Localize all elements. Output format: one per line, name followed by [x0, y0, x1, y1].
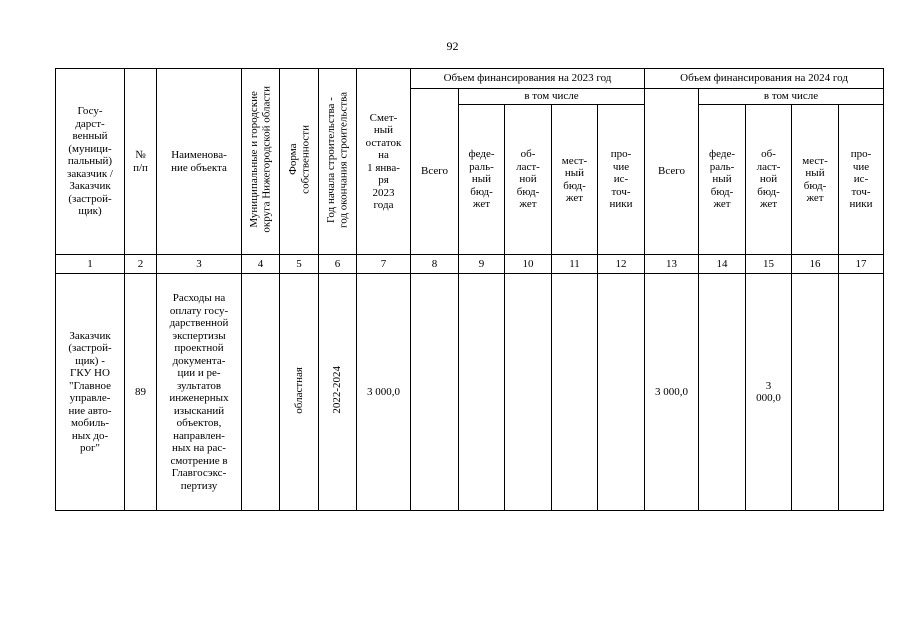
- row-total-2024: 3 000,0: [645, 274, 699, 511]
- financing-table: [55, 68, 884, 511]
- column-number: 8: [411, 255, 459, 274]
- header-regional-2023: об- ласт- ной бюд- жет: [505, 105, 552, 255]
- row-regional-2023: [505, 274, 552, 511]
- column-number: 4: [242, 255, 280, 274]
- row-other-2024: [839, 274, 884, 511]
- column-number: 7: [357, 255, 411, 274]
- row-number: 89: [125, 274, 157, 511]
- column-number: 9: [459, 255, 505, 274]
- row-local-2023: [552, 274, 598, 511]
- page-number: 92: [446, 39, 459, 53]
- header-total-2024: Всего: [645, 89, 699, 255]
- row-remaining: 3 000,0: [357, 274, 411, 511]
- header-local-2023: мест- ный бюд- жет: [552, 105, 598, 255]
- column-number: 10: [505, 255, 552, 274]
- header-row-1: [56, 69, 884, 89]
- header-including-2023: в том числе: [459, 89, 645, 105]
- header-other-2024: про- чие ис- точ- ники: [839, 105, 884, 255]
- column-number: 6: [319, 255, 357, 274]
- column-number: 14: [699, 255, 746, 274]
- header-including-2024: в том числе: [699, 89, 884, 105]
- row-ownership-cell: [280, 274, 319, 511]
- header-years-cell: [319, 69, 357, 255]
- row-local-2024: [792, 274, 839, 511]
- header-fin-2023: Объем финансирования на 2023 год: [411, 69, 645, 89]
- header-federal-2023: феде- раль- ный бюд- жет: [459, 105, 505, 255]
- row-ownership: областная: [292, 366, 305, 414]
- header-regional-2024: об- ласт- ной бюд- жет: [746, 105, 792, 255]
- column-number: 15: [746, 255, 792, 274]
- header-municipality: Муниципальные и городские округа Нижегородской области: [248, 86, 273, 234]
- row-years-cell: [319, 274, 357, 511]
- column-number: 1: [56, 255, 125, 274]
- header-fin-2024: Объем финансирования на 2024 год: [645, 69, 884, 89]
- header-local-2024: мест- ный бюд- жет: [792, 105, 839, 255]
- column-number: 16: [792, 255, 839, 274]
- column-number: 5: [280, 255, 319, 274]
- row-other-2023: [598, 274, 645, 511]
- header-years: Год начала строительства - год окончания строительства: [325, 91, 350, 228]
- column-number: 13: [645, 255, 699, 274]
- table-row: [56, 274, 884, 511]
- header-remaining: Смет- ный остаток на 1 янва- ря 2023 года: [357, 69, 411, 255]
- row-federal-2024: [699, 274, 746, 511]
- header-number: № п/п: [125, 69, 157, 255]
- header-municipality-cell: [242, 69, 280, 255]
- column-number: 12: [598, 255, 645, 274]
- header-other-2023: про- чие ис- точ- ники: [598, 105, 645, 255]
- column-number: 3: [157, 255, 242, 274]
- column-number: 11: [552, 255, 598, 274]
- header-federal-2024: феде- раль- ный бюд- жет: [699, 105, 746, 255]
- row-customer: Заказчик (застрой- щик) - ГКУ НО "Главное управле- ние авто- мобиль- ных до- рог": [56, 274, 125, 511]
- row-total-2023: [411, 274, 459, 511]
- row-municipality: [242, 274, 280, 511]
- column-number: 2: [125, 255, 157, 274]
- row-federal-2023: [459, 274, 505, 511]
- column-number-row: [56, 255, 884, 274]
- header-total-2023: Всего: [411, 89, 459, 255]
- header-customer: Госу- дарст- венный (муници- пальный) заказчик / Заказчик (застрой- щик): [56, 69, 125, 255]
- row-years: 2022-2024: [331, 366, 344, 415]
- header-object-name: Наименова- ние объекта: [157, 69, 242, 255]
- header-ownership: Форма собственности: [286, 125, 311, 195]
- header-ownership-cell: [280, 69, 319, 255]
- row-object-name: Расходы на оплату госу- дарственной экспертизы проектной документа- ции и ре- зультатов инженерных изысканий объектов, направлен- ных на рас- смотрение в Главгосэкс- пертизу: [157, 274, 242, 511]
- row-regional-2024: 3 000,0: [746, 274, 792, 511]
- column-number: 17: [839, 255, 884, 274]
